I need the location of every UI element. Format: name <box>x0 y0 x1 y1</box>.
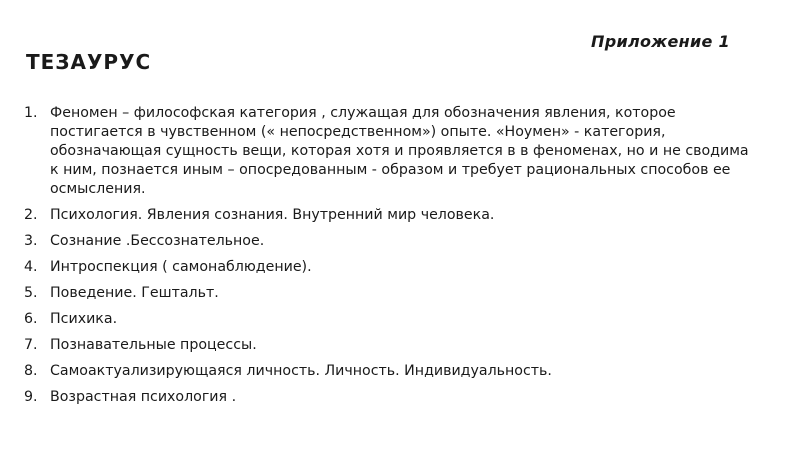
item-text: Сознание .Бессознательное. <box>50 233 265 249</box>
item-number: 3. <box>24 233 38 249</box>
item-number: 1. <box>24 105 38 121</box>
item-number: 4. <box>24 259 38 275</box>
page-title: ТЕЗАУРУС <box>26 50 152 74</box>
item-number: 9. <box>24 389 38 405</box>
list-item <box>24 258 754 277</box>
list-item <box>24 388 754 407</box>
list-item <box>24 362 754 381</box>
list-item <box>24 206 754 225</box>
item-number: 7. <box>24 337 38 353</box>
thesaurus-list <box>24 104 754 414</box>
item-number: 6. <box>24 311 38 327</box>
item-number: 5. <box>24 285 38 301</box>
item-text: Познавательные процессы. <box>50 337 257 353</box>
item-text: Возрастная психология . <box>50 389 237 405</box>
item-text: Психология. Явления сознания. Внутренний мир человека. <box>50 207 495 223</box>
appendix-label: Приложение 1 <box>591 32 730 51</box>
list-item <box>24 232 754 251</box>
item-text: Феномен – философская категория , служащая для обозначения явления, которое постигается в чувственном (« непосредственном») опыте. «Ноумен» - категория, обозначающая сущность вещи, которая хотя и проявляется в в феноменах, но и не сводима к ним, познается иным – опосредованным - образом и требует рациональных способов ее осмысления. <box>50 105 749 197</box>
list-item <box>24 310 754 329</box>
list-item <box>24 104 754 199</box>
item-text: Интроспекция ( самонаблюдение). <box>50 259 312 275</box>
item-text: Психика. <box>50 311 118 327</box>
list-item <box>24 284 754 303</box>
item-number: 8. <box>24 363 38 379</box>
item-number: 2. <box>24 207 38 223</box>
item-text: Самоактуализирующаяся личность. Личность. Индивидуальность. <box>50 363 552 379</box>
list-item <box>24 336 754 355</box>
item-text: Поведение. Гештальт. <box>50 285 219 301</box>
